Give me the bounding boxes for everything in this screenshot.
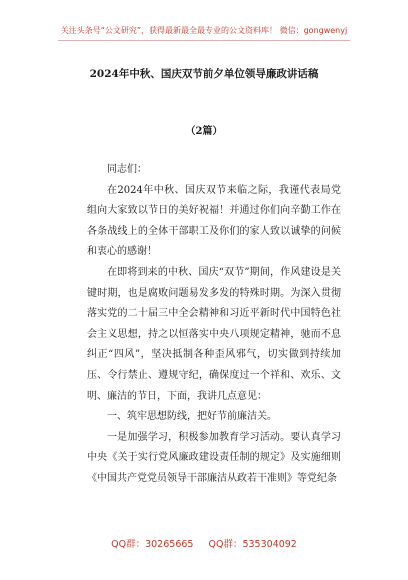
paragraph-greeting: 在2024年中秋、国庆双节来临之际，我谨代表局党组向大家致以节日的美好祝福！并通过你们向辛勤工作在各条战线上的全体干部职工及你们的家人致以诚挚的问候和衷心的感谢！: [87, 184, 341, 258]
document-body: [87, 160, 341, 490]
section-heading-1: 一、筑牢思想防线，把好节前廉洁关。: [107, 411, 277, 423]
document-subtitle: （2篇）: [185, 126, 223, 137]
footer-qq-group-1: QQ群：30265665: [111, 539, 194, 550]
header-divider: [58, 40, 350, 41]
paragraph-intro: 在即将到来的中秋、国庆“双节”期间，作风建设是关键时期，也是腐败问题易发多发的特殊时期。为深入贯彻落实党的二十届三中全会精神和习近平新时代中国特色社会主义思想，持之以恒落实中央八项规定精神，驰而不息纠正“四风”，坚决抵制各种歪风邪气，切实做到持续加压、令行禁止、遵规守纪，确保度过一个祥和、欢乐、文明、廉洁的节日，下面，我讲几点意见：: [87, 266, 341, 402]
footer-qq-group-2: QQ群：535304092: [208, 539, 297, 550]
paragraph-point-1: 一是加强学习，积极参加教育学习活动。要认真学习中央《关于实行党风廉政建设责任制的规定》及实施细则《中国共产党党员领导干部廉洁从政若干准则》等党纪条: [87, 431, 341, 484]
footer-contacts: [0, 536, 408, 550]
salutation: 同志们：: [107, 164, 147, 175]
document-title: 2024年中秋、国庆双节前夕单位领导廉政讲话稿: [89, 68, 319, 80]
header-promo-note: 关注头条号“公文研究”，获得最新最全最专业的公文资料库！ 微信：gongwenyj: [60, 26, 348, 35]
